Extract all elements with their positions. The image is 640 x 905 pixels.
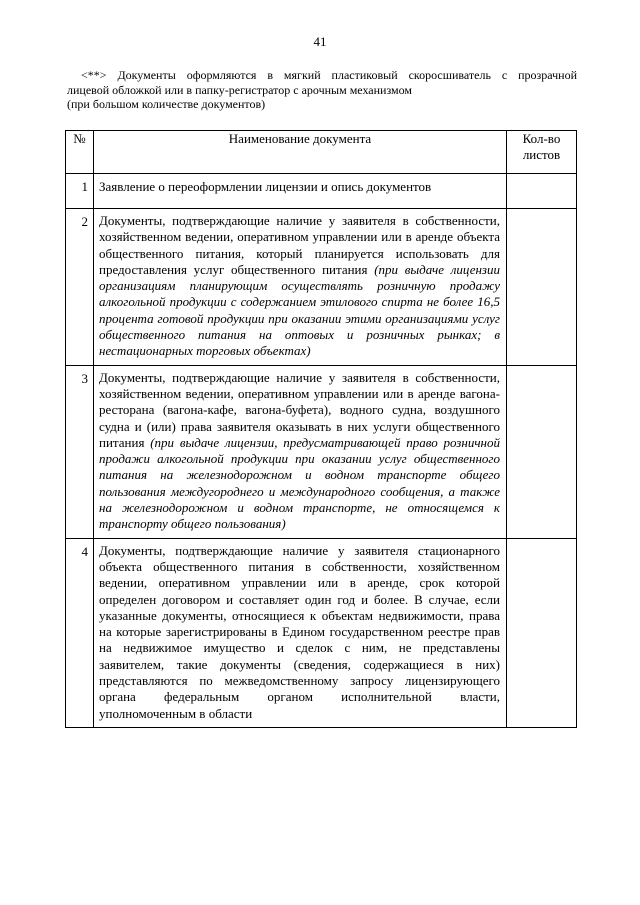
- table-row: [66, 538, 577, 727]
- footnote-line-3: (при большом количестве документов): [67, 97, 266, 111]
- row-number: 1: [66, 174, 94, 209]
- header-sheet-count: Кол-во листов: [507, 131, 577, 174]
- table-row: [66, 209, 577, 366]
- row-sheet-count: [507, 209, 577, 366]
- page-number: 41: [313, 34, 327, 49]
- table-row: [66, 174, 577, 209]
- row-sheet-count: [507, 174, 577, 209]
- row-document-name: [94, 174, 507, 209]
- row-number: 2: [66, 209, 94, 366]
- footnote: [67, 68, 577, 112]
- footnote-line-1: <**> Документы оформляются в мягкий пластиковый скоросшиватель с прозрачной: [81, 68, 577, 82]
- row-document-name: [94, 538, 507, 727]
- row-number: 3: [66, 365, 94, 538]
- row-number: 4: [66, 538, 94, 727]
- row-text: Заявление о переоформлении лицензии и опись документов: [99, 179, 432, 194]
- row-italic-note: (при выдаче лицензии, предусматривающей право розничной продажи алкогольной продукции при оказании услуг общественного питания на железнодорожном и водном транспорте общего пользования междугороднего и международного сообщения, а также на железнодорожном и водном транспорте, не относящемся к транспорту общего пользования): [99, 434, 500, 532]
- header-document-name: Наименование документа: [94, 131, 507, 174]
- row-document-name: [94, 365, 507, 538]
- row-italic-note: (при выдаче лицензии организациям планирующим осуществлять розничную продажу алкогольной продукции с содержанием этилового спирта не более 16,5 процента готовой продукции при оказании этими организациями услуг общественного питания на оптовых и розничных рынках; в нестационарных торговых объектах): [99, 261, 501, 359]
- table-row: [66, 365, 577, 538]
- row-document-name: [94, 209, 507, 366]
- header-number: №: [66, 131, 94, 174]
- footnote-line-2: лицевой обложкой или в папку-регистратор с арочным механизмом: [67, 82, 413, 97]
- documents-table: [65, 130, 577, 728]
- row-text: Документы, подтверждающие наличие у заявителя в собственности, хозяйственном ведении, оперативном управлении или в аренде вагона-ресторана (вагона-кафе, вагона-буфета), водного судна, воздушного судна и (или) права заявителя оказывать в них услуги общественного питания: [99, 369, 500, 450]
- row-sheet-count: [507, 538, 577, 727]
- table-header-row: [66, 131, 577, 174]
- row-text: Документы, подтверждающие наличие у заявителя стационарного объекта общественного питания в собственности, хозяйственном ведении, оперативном управлении или в аренде, срок которой определен договором и составляет один год и более. В случае, если указанные документы, относящиеся к объектам недвижимости, права на которые зарегистрированы в Едином государственном реестре прав на недвижимое имущество и сделок с ним, не представлены заявителем, такие документы (сведения, содержащиеся в них) представляются по межведомственному запросу лицензирующего органа федеральным органом исполнительной власти, уполномоченным в области: [99, 542, 500, 721]
- row-text: Документы, подтверждающие наличие у заявителя в собственности, хозяйственном ведении, оперативном управлении или в аренде объекта общественного питания, который планируется использовать для предоставления услуг общественного питания: [99, 213, 500, 277]
- row-sheet-count: [507, 365, 577, 538]
